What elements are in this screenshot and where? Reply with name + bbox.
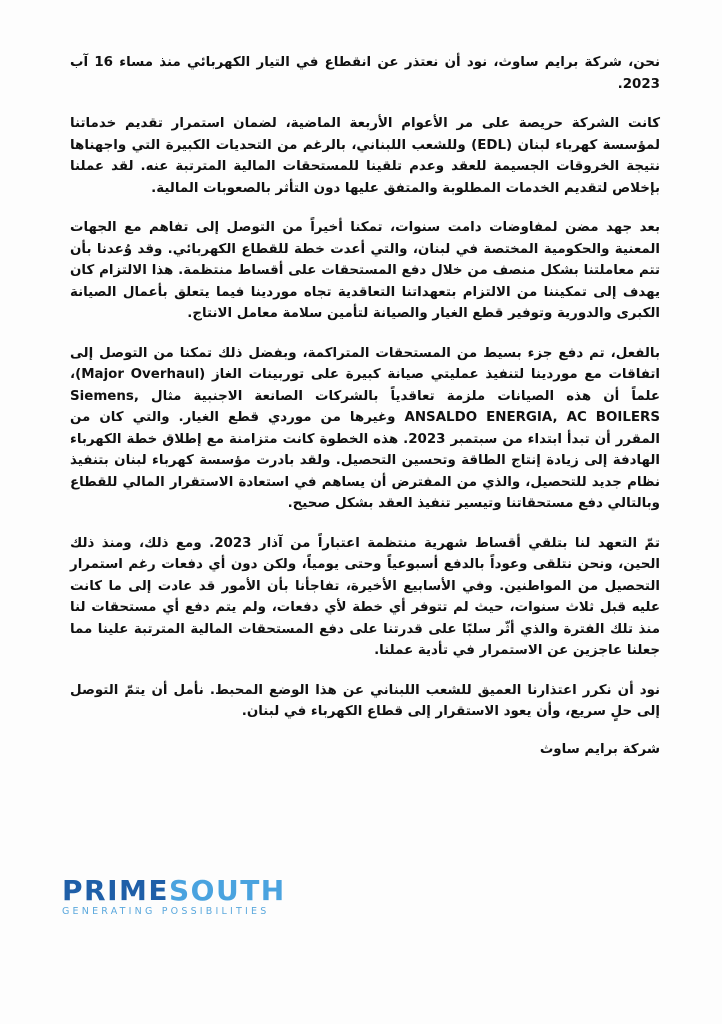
paragraph-apology: نحن، شركة برايم ساوث، نود أن نعتذر عن انقطاع في التيار الكهربائي منذ مساء 16 آب 2023. xyxy=(70,55,660,92)
paragraph-negotiations: بعد جهد مضن لمفاوضات دامت سنوات، تمكنا أخيراً من التوصل إلى تفاهم مع الجهات المعنية والحكومية المختصة في لبنان، والتي أعدت خطة للقطاع الكهربائي. وقد وُعدنا بأن تتم معاملتنا بشكل منصف من خلال دفع المستحقات على أقساط منتظمة. هذا الالتزام كان يهدف إلى تمكيننا من الالتزام بتعهداتنا التعاقدية تجاه موردينا فيما يتعلق بأعمال الصيانة الكبرى والدورية وتوفير قطع الغيار والصيانة لتأمين سلامة معامل الانتاج. xyxy=(70,220,660,321)
logo-word-prime: PRIME xyxy=(62,874,169,907)
logo-wordmark xyxy=(62,876,292,906)
logo-word-south: SOUTH xyxy=(169,874,286,907)
paragraph-payments: تمّ التعهد لنا بتلقي أقساط شهرية منتظمة اعتباراً من آذار 2023. ومع ذلك، ومنذ ذلك الحين، ونحن نتلقى وعوداً بالدفع أسبوعياً وحتى يومياً، ولكن دون أي دفعات رغم استمرار التحصيل من المواطنين. وفي الأسابيع الأخيرة، تفاجأنا بأن الأمور قد عادت إلى ما كانت عليه قبل ثلاث سنوات، حيث لم تتوفر أي خطة لأي دفعات، ولم يتم دفع أي مستحقات لنا منذ تلك الفترة والذي أثّر سلبًا على قدرتنا على دفع المستحقات المالية المترتبة علينا مما جعلنا عاجزين عن الاستمرار في تأدية عملنا. xyxy=(70,535,660,658)
paragraph-closing: نود أن نكرر اعتذارنا العميق للشعب اللبناني عن هذا الوضع المحبط. نأمل أن يتمّ التوصل إلى حلٍ سريع، وأن يعود الاستقرار إلى قطاع الكهرباء في لبنان. xyxy=(70,682,660,719)
letter-body xyxy=(70,52,660,760)
paragraph-maintenance: بالفعل، تم دفع جزء بسيط من المستحقات المتراكمة، وبفضل ذلك تمكنا من التوصل إلى اتفاقات مع موردينا لتنفيذ عمليتي صيانة كبيرة على توربينات الغاز (Major Overhaul)، علماً أن هذه الصيانات ملزمة تعاقدياً بالشركات الصانعة الاجنبية مثال Siemens, ANSALDO ENERGIA, AC BOILERS وغيرها من موردي قطع الغيار. والتي كان من المقرر أن تبدأ ابتداء من سبتمبر 2023. هذه الخطوة كانت متزامنة مع إطلاق خطة الكهرباء الهادفة إلى زيادة إنتاج الطاقة وتحسين التحصيل. ولقد بادرت مؤسسة كهرباء لبنان بتنفيذ نظام جديد للتحصيل، والذي من المفترض أن يساهم في استعادة الاستقرار المالي للقطاع وبالتالي دفع مستحقاتنا وتيسير تنفيذ العقد بشكل صحيح. xyxy=(70,345,660,511)
signature: شركة برايم ساوث xyxy=(539,741,660,757)
company-logo xyxy=(62,876,292,917)
logo-tagline: GENERATING POSSIBILITIES xyxy=(62,906,270,917)
paragraph-background: كانت الشركة حريصة على مر الأعوام الأربعة الماضية، لضمان استمرار تقديم خدماتنا لمؤسسة كهرباء لبنان (EDL) وللشعب اللبناني، بالرغم من التحديات الكبيرة التي واجهناها نتيجة الخروقات الجسيمة للعقد وعدم تلقينا للمستحقات المالية المترتبة عنه. لقد عملنا بإخلاص لتقديم الخدمات المطلوبة والمتفق عليها دون التأثر بالصعوبات المالية. xyxy=(70,116,660,196)
